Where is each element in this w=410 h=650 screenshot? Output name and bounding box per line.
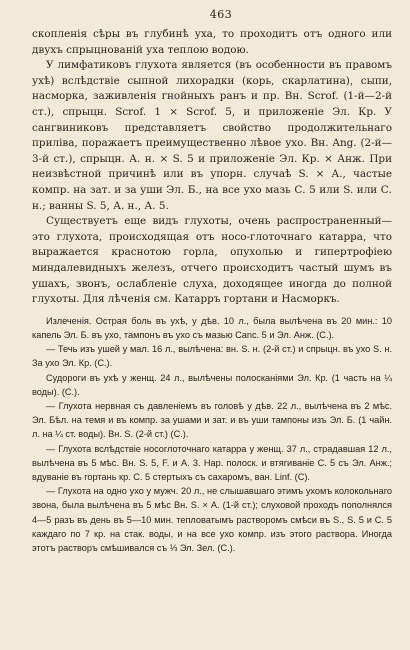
case-paragraph: — Глухота вслѣдствіе носоглоточнаго катарра у женщ. 37 л., страдавшая 12 л., вылѣчена въ 5 мѣс. Вн. S. 5, F. и А. 3. Нар. полоск. и втягиваніе С. 5 съ Эл. Анж.; вдуваніе въ гортань кр. С. 5 стертыхъ съ сахаромъ, ван. Linf. (С). <box>32 443 392 482</box>
paragraph: скопленія сѣры въ глубинѣ уха, то проходитъ отъ одного или двухъ спрыцнованій уха теплою водою. <box>32 28 392 56</box>
case-reports <box>32 314 392 555</box>
case-paragraph: — Глухота на одно ухо у мужч. 20 л., не слышавшаго этимъ ухомъ колокольнаго звона, была вылѣчена въ 5 мѣс Вн. S. × А. (1-й ст.); слуховой проходъ пополнялся 4—5 разъ въ день въ 5—10 мин. тепловатымъ растворомъ смѣси въ S., S. 5 и С. 5 каждаго по 7 кр. на стак. воды, и на все ухо компр. изъ этого раствора. Иногда этотъ растворъ смѣшивался съ ⅓ Эл. Зел. (С.). <box>32 486 392 553</box>
case-paragraph: — Глухота нервная съ давленіемъ въ головѣ у дѣв. 22 л., вылѣчена въ 2 мѣс. Эл. Бѣл. на темя и въ компр. за ушами и зат. и въ уши тампоны изъ Эл. Б. (1 чайн. л. на ¼ ст. воды). Вн. S. (2-й ст.) (С.). <box>32 400 392 440</box>
case-paragraph: Излеченія. Острая боль въ ухѣ, у дѣв. 10 л., была вылѣчена въ 20 мин.: 10 капель Эл. Б. въ ухо, тампонъ въ ухо съ мазью Canc. 5 и Эл. Анж. (С.). <box>32 315 392 340</box>
paragraph: У лимфатиковъ глухота является (въ особенности въ правомъ ухѣ) вслѣдствіе сыпной лихорадки (корь, скарлатина), сыпи, насморка, заживленія гнойныхъ ранъ и пр. Вн. Scrof. (1-й—2-й ст.), спрыцн. Scrof. 1 × Scrof. 5, и приложеніе Эл. Кр. У сангвиниковъ представляетъ свойство продолжительнаго приліва, поражаетъ преимущественно лѣвое ухо. Вн. Ang. (2-й—3-й ст.), спрыцн. А. н. × S. 5 и приложеніе Эл. Кр. × Анж. При неизвѣстной причинѣ или въ упорн. случаѣ S. × А., частые компр. на зат. и за уши Эл. Б., на все ухо мазь С. 5 или S. или С. н.; ванны S. 5, А. н., А. 5. <box>32 59 392 212</box>
paragraph: Существуетъ еще видъ глухоты, очень распространенный—это глухота, происходящая отъ носо-глоточнаго катарра, что выражается краснотою горла, опухолью и гипертрофіею миндалевидныхъ железъ, отчего происходитъ частый шумъ въ ушахъ, звонъ, ослабленіе слуха, доходящее иногда до полной глухоты. Для лѣченія см. Катарръ гортани и Насморкъ. <box>32 215 392 306</box>
case-paragraph: Судороги въ ухѣ у женщ. 24 л., вылѣчены полосканіями Эл. Кр. (1 часть на ¼ воды). (С.). <box>32 372 392 397</box>
case-paragraph: — Течь изъ ушей у мал. 16 л., вылѣчена: вн. S. н. (2-й ст.) и спрыцн. въ ухо S. н. За ухо Эл. Кр. (С.). <box>32 344 392 369</box>
page-number: 463 <box>209 8 233 21</box>
main-text <box>32 27 392 308</box>
